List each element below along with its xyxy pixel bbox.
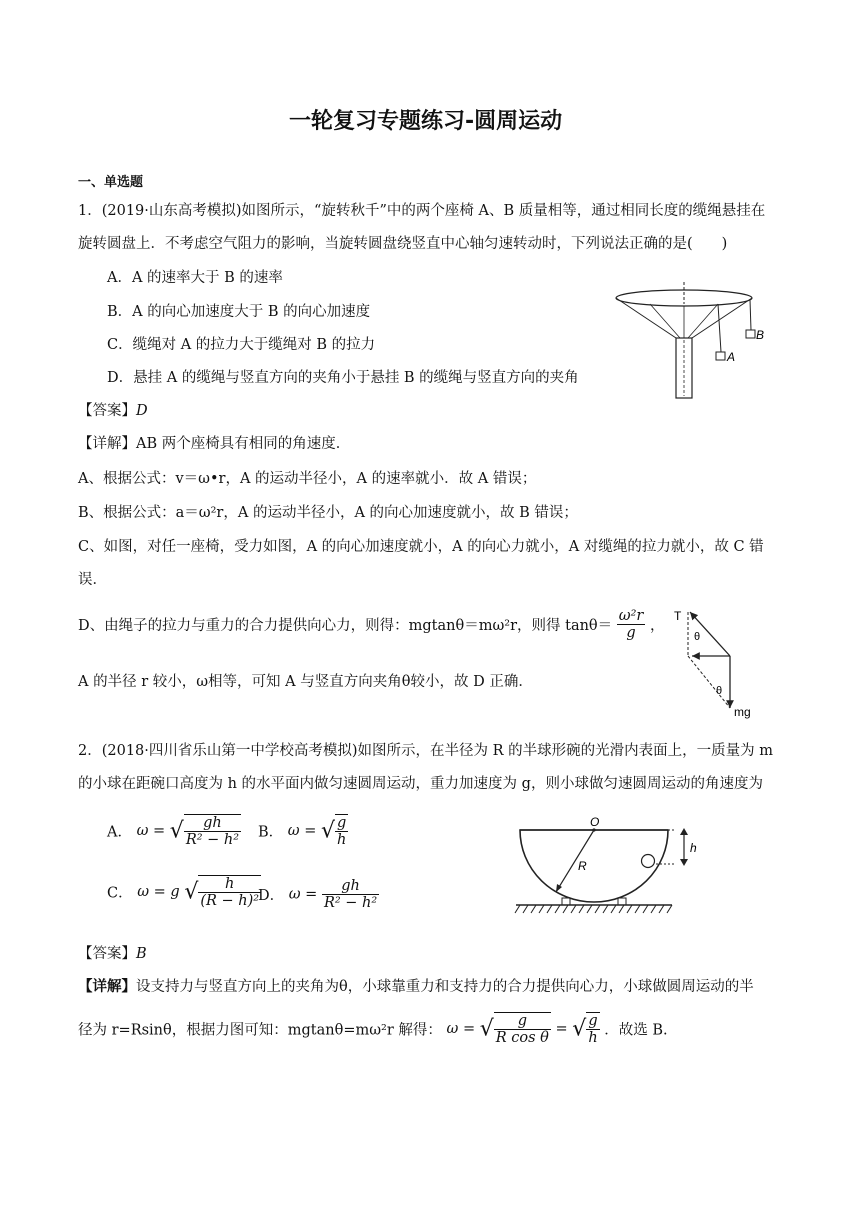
q2-option-c [107, 875, 261, 909]
detail-label: 【详解】 [78, 436, 136, 452]
force-diagram [672, 604, 772, 720]
detail-2-text: 径为 r=Rsinθ，根据力图可知：mgtanθ=mω²r 解得： [78, 1022, 442, 1039]
section-heading: 一、单选题 [78, 175, 144, 190]
detail-fraction-1 [494, 1012, 551, 1046]
label-t: T [674, 609, 682, 623]
q2-answer [78, 942, 147, 963]
option-c-lhs: ω = g [137, 884, 180, 900]
seat-a [716, 352, 725, 360]
option-d-fraction [322, 878, 379, 911]
answer-value: B [136, 946, 147, 962]
seat-b [746, 330, 755, 338]
option-b-den: h [337, 832, 347, 848]
rotating-swing-figure [610, 282, 790, 402]
sqrt-sign: √ [320, 818, 335, 844]
label-theta-bottom: θ [716, 685, 723, 697]
q2-detail-line2 [78, 1012, 668, 1046]
fraction-denominator: g [626, 625, 636, 641]
page-title: 一轮复习专题练习-圆周运动 [289, 109, 563, 134]
option-d-num: gh [322, 878, 379, 895]
cable-a [718, 304, 721, 352]
q1-detail-line1 [78, 432, 350, 453]
sqrt-sign: √ [169, 818, 184, 844]
answer-label: 【答案】 [78, 403, 136, 419]
option-c-den: (R − h)² [200, 893, 260, 909]
label-mg: mg [734, 705, 751, 719]
q1-option-a: A．A 的速率大于 B 的速率 [107, 270, 283, 286]
q1-detail-c1: C、如图，对任一座椅，受力如图，A 的向心加速度就小，A 的向心力就小，A 对缆绳的拉力就小，故 C 错 [78, 539, 764, 555]
q1-option-b: B．A 的向心加速度大于 B 的向心加速度 [107, 304, 371, 320]
hemisphere-bowl-figure [514, 814, 674, 916]
q1-detail-d2: A 的半径 r 较小，ω相等，可知 A 与竖直方向夹角θ较小，故 D 正确． [78, 674, 533, 690]
detail-equals: = [555, 1021, 568, 1037]
sqrt-sign: √ [479, 1016, 494, 1042]
q1-option-c: C．缆绳对 A 的拉力大于缆绳对 B 的拉力 [107, 337, 376, 353]
label-b: B [756, 328, 765, 342]
option-d-lhs: ω = [288, 886, 318, 903]
detail-d-text: D、由绳子的拉力与重力的合力提供向心力，则得：mgtanθ＝mω²r，则得 tanθ＝ [78, 618, 613, 634]
option-c-fraction [198, 875, 261, 909]
option-a-fraction [184, 814, 241, 848]
detail-label: 【详解】 [78, 978, 136, 995]
answer-label: 【答案】 [78, 946, 136, 962]
q1-stem-line2: 旋转圆盘上．不考虑空气阻力的影响，当旋转圆盘绕竖直中心轴匀速转动时，下列说法正确的是( ) [78, 236, 728, 252]
option-a-den: R² − h² [185, 832, 240, 848]
radius-arrow [556, 830, 594, 892]
answer-value: D [136, 403, 148, 419]
tan-fraction [617, 608, 646, 641]
q1-option-d: D．悬挂 A 的缆绳与竖直方向的夹角小于悬挂 B 的缆绳与竖直方向的夹角 [107, 370, 579, 386]
option-a-label: A． [107, 824, 132, 841]
label-theta-top: θ [694, 631, 701, 643]
q1-answer [78, 399, 148, 420]
detail-text: AB 两个座椅具有相同的角速度． [136, 436, 351, 452]
q2-option-b [258, 814, 348, 848]
sqrt-sign: √ [184, 879, 199, 905]
q1-detail-a: A、根据公式：v＝ω•r，A 的运动半径小，A 的速率就小．故 A 错误； [78, 471, 537, 487]
label-o: O [590, 815, 600, 829]
detail-tail: ．故选 B. [604, 1022, 668, 1039]
q2-option-d [258, 878, 379, 911]
q1-detail-b: B、根据公式：a＝ω²r，A 的运动半径小，A 的向心加速度就小，故 B 错误； [78, 505, 578, 521]
q2-stem-line2: 的小球在距碗口高度为 h 的水平面内做匀速圆周运动，重力加速度为 g，则小球做匀速圆周运动的角速度为 [78, 776, 763, 792]
sqrt-sign: √ [572, 1016, 587, 1042]
cable-b [750, 300, 751, 330]
option-b-label: B． [258, 824, 284, 841]
label-r: R [578, 859, 587, 873]
q2-stem-line1: 2．(2018·四川省乐山第一中学校高考模拟)如图所示，在半径为 R 的半球形碗的光滑内表面上，一质量为 m [78, 743, 774, 759]
option-b-lhs: ω = [287, 823, 317, 839]
q1-detail-c2: 误． [78, 572, 107, 588]
option-a-lhs: ω = [136, 823, 166, 839]
detail-d-tail: ， [649, 618, 665, 634]
option-c-label: C． [107, 885, 133, 902]
option-c-num: h [198, 876, 261, 893]
detail-num-2: g [586, 1013, 599, 1030]
detail-text: 设支持力与竖直方向上的夹角为θ，小球靠重力和支持力的合力提供向心力，小球做圆周运动的半 [136, 979, 754, 995]
detail-num-1: g [494, 1013, 551, 1030]
fraction-numerator: ω²r [618, 608, 644, 624]
option-a-num: gh [184, 815, 241, 832]
q1-stem-line1: 1．(2019·山东高考模拟)如图所示，“旋转秋千”中的两个座椅 A、B 质量相等，通过相同长度的缆绳悬挂在 [78, 203, 766, 219]
q2-detail-line1 [78, 975, 754, 996]
detail-lhs: ω = [446, 1021, 476, 1037]
option-d-den: R² − h² [323, 895, 378, 911]
q1-detail-d1 [78, 608, 664, 641]
option-b-fraction [335, 814, 348, 848]
label-a: A [727, 350, 736, 364]
height-marker [676, 826, 706, 870]
small-ball [642, 855, 655, 868]
option-d-label: D． [258, 888, 285, 904]
label-h: h [690, 841, 697, 855]
option-b-num: g [335, 815, 348, 832]
q2-option-a [107, 814, 241, 848]
detail-fraction-2 [586, 1012, 599, 1046]
detail-den-1: R cos θ [495, 1030, 549, 1046]
detail-den-2: h [588, 1030, 598, 1046]
